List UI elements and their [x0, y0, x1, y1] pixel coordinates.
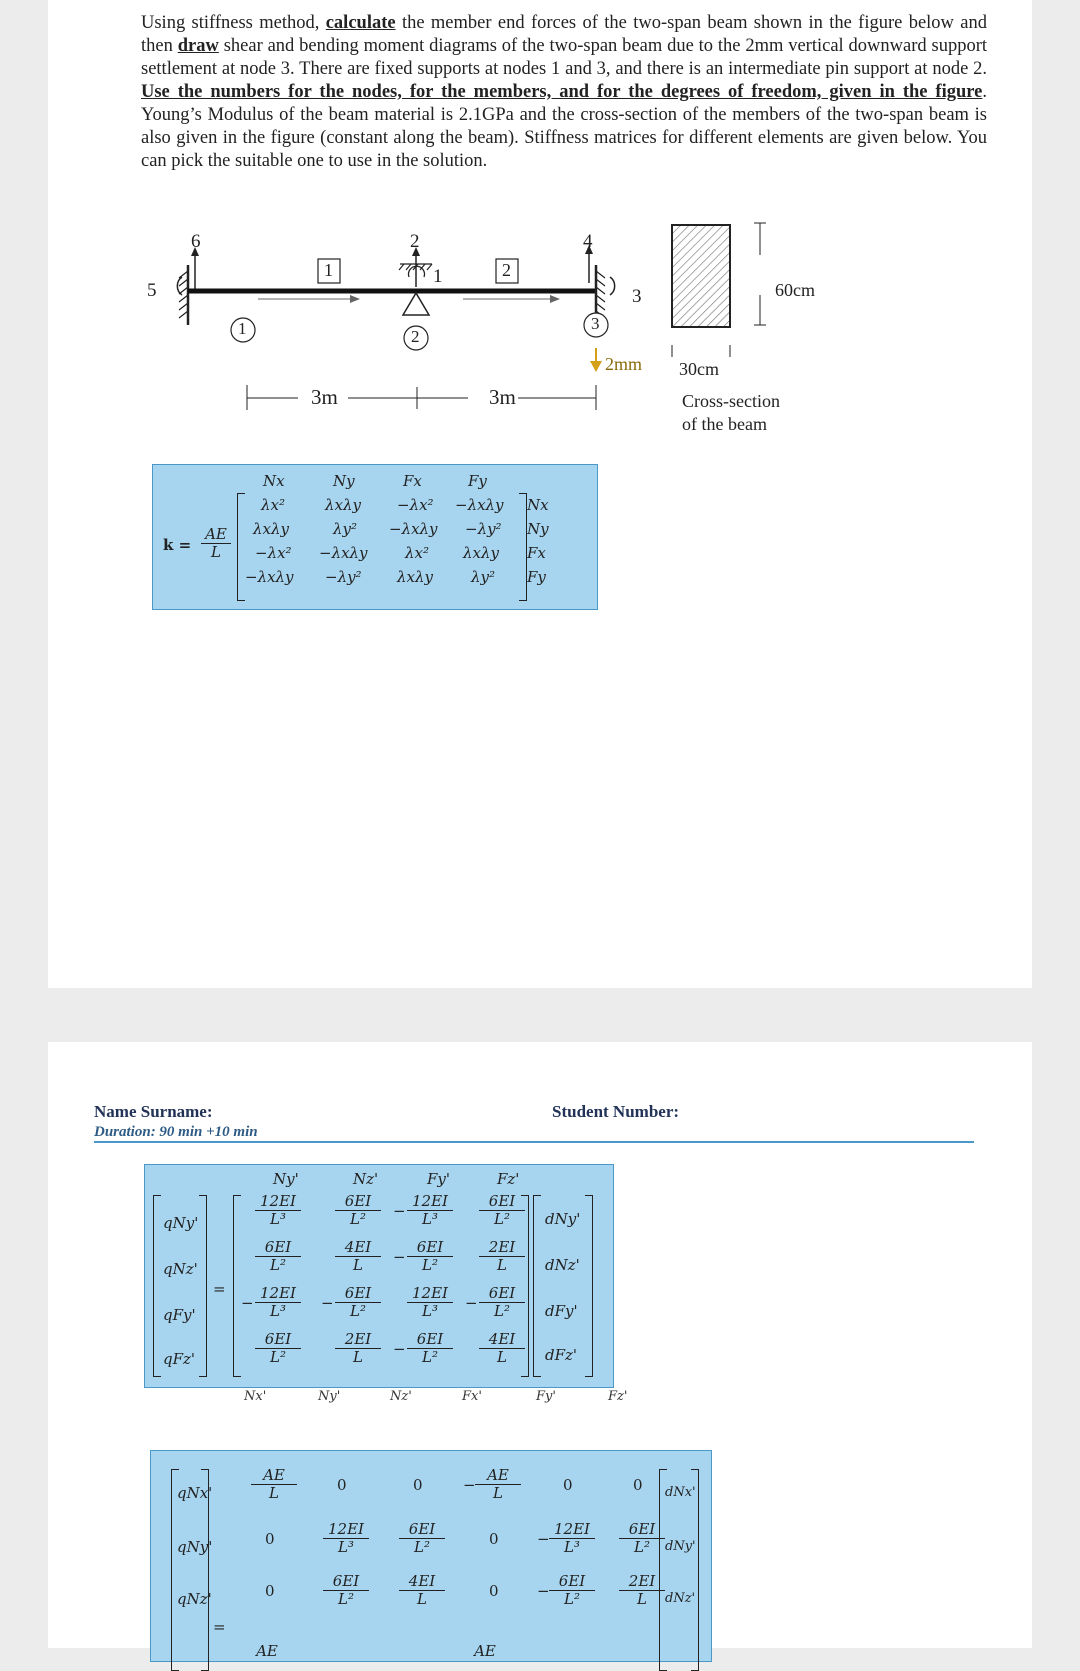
numbering-emphasis: Use the numbers for the nodes, for the members, and for the degrees of freedom, given in the figure [141, 82, 983, 102]
section-width-label: 30cm [679, 359, 719, 379]
frame-header: Nx' [244, 1389, 267, 1404]
frame-cell-fraction: $\frac{6EI}{\text{L²}}$ [619, 1521, 665, 1556]
frame-cell: 0 [265, 1530, 275, 1548]
truss-right-bracket [519, 493, 527, 601]
beam-stiffness-matrix [144, 1164, 614, 1388]
truss-cell: λxλy [463, 544, 499, 562]
beam-header: Fz' [497, 1170, 520, 1188]
frame-header: Fy' [536, 1389, 556, 1404]
node-2-label: 2 [411, 327, 420, 346]
beam-cell-fraction: $\frac{12EI}{\text{L³}}$ [407, 1193, 453, 1228]
frame-cell-sign: − [537, 1530, 550, 1548]
truss-cell: −λy² [325, 568, 362, 586]
beam-cell-sign: − [241, 1294, 254, 1312]
truss-cell: λxλy [397, 568, 433, 586]
beam-cell-fraction: $\frac{6EI}{\text{L²}}$ [255, 1331, 301, 1366]
frame-cell-fraction: $\frac{6EI}{\text{L²}}$ [323, 1573, 369, 1608]
problem-statement: Using stiffness method, calculate the member end forces of the two-span beam shown in the figure below and then draw shear and bending moment diagrams of the two-span beam due to the 2mm vertical downward support settlement at node 3. There are fixed supports at nodes 1 and 3, and there is an intermediate pin support at node 2. Use the numbers for the nodes, for the members, and for the degrees of freedom, given in the figure. Young’s Modulus of the beam material is 2.1GPa and the cross-section of the members of the two-span beam is also given in the figure (constant along the beam). Stiffness matrices for different elements are given below. You can pick the suitable one to use in the solution. [141, 13, 987, 171]
truss-cell: λx² [405, 544, 429, 562]
settlement-label: 2mm [605, 354, 643, 374]
dof-2-label: 2 [410, 231, 420, 252]
truss-side-label: Ny [527, 520, 549, 538]
beam-q-label: qNz' [163, 1260, 198, 1278]
frame-cell-fraction: $\frac{6EI}{\text{L²}}$ [399, 1521, 445, 1556]
cross-section-figure [648, 215, 848, 380]
frame-cell-fraction: $\frac{12EI}{\text{L³}}$ [323, 1521, 369, 1556]
problem-page [48, 0, 1032, 988]
beam-header: Nz' [353, 1170, 379, 1188]
name-surname-label: Name Surname: [94, 1102, 213, 1121]
duration-label: Duration: 90 min +10 min [94, 1124, 258, 1140]
section-caption: Cross-section of the beam [682, 391, 780, 434]
beam-cell-sign: − [465, 1294, 478, 1312]
frame-cell-fraction: $\frac{AE}{L}$ [251, 1467, 297, 1502]
truss-cell: λy² [333, 520, 357, 538]
dof-6-label: 6 [191, 231, 201, 252]
frame-header: Nz' [390, 1389, 412, 1404]
beam-cell-fraction: $\frac{6EI}{\text{L²}}$ [407, 1331, 453, 1366]
beam-cell-fraction: $\frac{6EI}{\text{L²}}$ [479, 1285, 525, 1320]
frame-cell: 0 [563, 1476, 573, 1494]
beam-d-label: dFz' [545, 1346, 578, 1364]
frame-d-label: dNy' [665, 1539, 696, 1554]
frame-cell-fraction: $\frac{6EI}{\text{L²}}$ [549, 1573, 595, 1608]
truss-side-label: Fy [527, 568, 546, 586]
beam-header: Ny' [273, 1170, 299, 1188]
frame-cell: 0 [265, 1582, 275, 1600]
beam-cell-fraction: $\frac{2EI}{L}$ [479, 1239, 525, 1274]
frame-cell: 0 [337, 1476, 347, 1494]
beam-cell-fraction: $\frac{6EI}{\text{L²}}$ [479, 1193, 525, 1228]
span-1-dimension: 3m [311, 385, 338, 409]
frame-d-label: dNz' [665, 1591, 696, 1606]
beam-d-right-bracket [585, 1195, 593, 1377]
beam-cell-fraction: $\frac{12EI}{\text{L³}}$ [407, 1285, 453, 1320]
truss-cell: λx² [261, 496, 285, 514]
truss-cell: λxλy [253, 520, 289, 538]
dof-3-label: 3 [632, 286, 642, 307]
beam-k-left-bracket [233, 1195, 241, 1377]
dof-4-label: 4 [583, 231, 593, 252]
frame-cell-sign: − [463, 1476, 476, 1494]
beam-cell-sign: − [393, 1248, 406, 1266]
dof-1-label: 1 [433, 266, 443, 287]
beam-cell-fraction: $\frac{6EI}{\text{L²}}$ [335, 1193, 381, 1228]
frame-header: Fz' [608, 1389, 628, 1404]
student-number-label: Student Number: [552, 1102, 680, 1121]
frame-stiffness-matrix [150, 1450, 712, 1662]
beam-cell-fraction: $\frac{4EI}{L}$ [335, 1239, 381, 1274]
frame-cell: 0 [633, 1476, 643, 1494]
frame-q-label: qNy' [177, 1538, 213, 1556]
beam-header: Fy' [427, 1170, 451, 1188]
truss-cell: λy² [471, 568, 495, 586]
frame-d-label: dNx' [665, 1485, 696, 1500]
frame-equals: = [213, 1618, 226, 1636]
beam-cell-sign: − [393, 1340, 406, 1358]
beam-q-right-bracket [199, 1195, 207, 1377]
member-1-label: 1 [324, 260, 333, 280]
frame-header: Fx' [462, 1389, 482, 1404]
beam-cell-fraction: $\frac{6EI}{\text{L²}}$ [407, 1239, 453, 1274]
truss-header: Fx [403, 472, 422, 490]
truss-cell: −λxλy [245, 568, 294, 586]
span-2-dimension: 3m [489, 385, 516, 409]
frame-row4-ae: AE [256, 1642, 278, 1660]
truss-cell: −λxλy [455, 496, 504, 514]
node-3-label: 3 [591, 314, 600, 333]
truss-cell: λxλy [325, 496, 361, 514]
frame-header: Ny' [318, 1389, 341, 1404]
frame-cell-fraction: $\frac{AE}{L}$ [475, 1467, 521, 1502]
frame-cell: 0 [489, 1530, 499, 1548]
truss-stiffness-matrix [152, 464, 598, 610]
beam-cell-fraction: $\frac{12EI}{\text{L³}}$ [255, 1285, 301, 1320]
beam-q-label: qNy' [163, 1214, 199, 1232]
beam-q-left-bracket [153, 1195, 161, 1377]
beam-cell-sign: − [321, 1294, 334, 1312]
truss-header: Nx [263, 472, 285, 490]
beam-d-label: dNz' [545, 1256, 580, 1274]
ae-over-l: $\frac{AE}{L}$ [201, 526, 231, 561]
matrix-page [48, 1042, 1032, 1660]
truss-left-bracket [237, 493, 245, 601]
calculate-emphasis: calculate [325, 13, 396, 33]
frame-q-label: qNx' [177, 1484, 213, 1502]
beam-q-label: qFz' [163, 1350, 196, 1368]
beam-cell-fraction: $\frac{4EI}{L}$ [479, 1331, 525, 1366]
dof-5-label: 5 [147, 280, 157, 301]
truss-header: Fy [468, 472, 487, 490]
k-label: k = [163, 536, 192, 554]
draw-emphasis: draw [177, 36, 219, 56]
truss-side-label: Fx [527, 544, 546, 562]
beam-d-left-bracket [533, 1195, 541, 1377]
truss-side-label: Nx [527, 496, 549, 514]
truss-cell: −λy² [465, 520, 502, 538]
header-rule [94, 1141, 974, 1143]
truss-cell: −λx² [397, 496, 434, 514]
frame-q-label: qNz' [177, 1590, 212, 1608]
frame-cell-sign: − [537, 1582, 550, 1600]
frame-cell-fraction: $\frac{4EI}{L}$ [399, 1573, 445, 1608]
truss-cell: −λxλy [319, 544, 368, 562]
node-1-label: 1 [238, 319, 247, 338]
beam-d-label: dNy' [545, 1210, 581, 1228]
beam-equals: = [213, 1280, 226, 1298]
truss-cell: −λx² [255, 544, 292, 562]
frame-cell: 0 [413, 1476, 423, 1494]
frame-row4-ae: AE [474, 1642, 496, 1660]
beam-cell-sign: − [393, 1202, 406, 1220]
beam-d-label: dFy' [545, 1302, 578, 1320]
section-height-label: 60cm [775, 280, 815, 300]
truss-cell: −λxλy [389, 520, 438, 538]
beam-cell-fraction: $\frac{2EI}{L}$ [335, 1331, 381, 1366]
frame-cell-fraction: $\frac{2EI}{L}$ [619, 1573, 665, 1608]
member-2-label: 2 [502, 260, 511, 280]
frame-cell: 0 [489, 1582, 499, 1600]
beam-cell-fraction: $\frac{12EI}{\text{L³}}$ [255, 1193, 301, 1228]
frame-cell-fraction: $\frac{12EI}{\text{L³}}$ [549, 1521, 595, 1556]
truss-header: Ny [333, 472, 355, 490]
beam-cell-fraction: $\frac{6EI}{\text{L²}}$ [335, 1285, 381, 1320]
beam-cell-fraction: $\frac{6EI}{\text{L²}}$ [255, 1239, 301, 1274]
beam-q-label: qFy' [163, 1306, 196, 1324]
